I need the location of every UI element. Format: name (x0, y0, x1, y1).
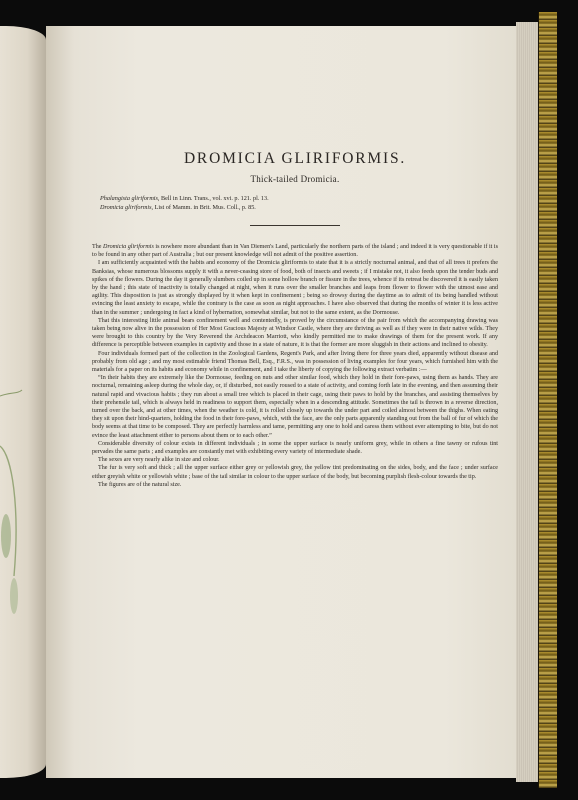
synonymy-references (100, 194, 498, 212)
paragraph: The fur is very soft and thick ; all the upper surface either grey or yellowish grey, the yellow tint predominating on the sides, body, and the face ; under surface either greyish white or yellowish white ; base of the tail similar in colour to the upper surface of the body, but becoming purplish flesh-colour towards the tip. (92, 465, 498, 480)
open-book (0, 12, 556, 788)
paragraph: Considerable diversity of colour exists in different individuals ; in some the upper surface is nearly uniform grey, while in others a fine tawny or rufous tint pervades the same parts ; and examples are constantly met with exhibiting every variety of intermediate shade. (92, 440, 498, 456)
paragraph: That this interesting little animal bears confinement well and contentedly, is proved by the circumstance of the pair from which the accompanying drawing was taken being now alive in the possession of Her Most Gracious Majesty at Windsor Castle, where they are thriving as well as if they were in their native wilds. They were brought to this country by the Very Reverend the Archdeacon Marriott, who kindly permitted me to make drawings of them for the present work. If any difference is perceptible between examples in captivity and those in a state of nature, it is that the former are more sluggish in their actions and inclined to obesity. (92, 317, 498, 349)
botanical-illustration-fragment (0, 356, 30, 656)
species-name: Dromicia gliriformis (103, 244, 154, 250)
paragraph: “In their habits they are extremely like the Dormouse, feeding on nuts and other similar food, which they hold in their fore-paws, using them as hands. They are nocturnal, remaining asleep during the whole day, or, if disturbed, not easily roused to a state of activity, and coming forth late in the evening, and then assuming their natural rapid and vivacious habits ; they run about a small tree which is placed in their cage, using their paws to hold by the branches, and assisting themselves by their prehensile tail, which is always held in readiness to support them, especially when in a descending attitude. Sometimes the tail is thrown in a reverse direction, turned over the back, and at other times, when the weather is cold, it is rolled closely up towards the under part and coiled almost between the thighs. When eating they sit upon their hind-quarters, holding the food in their fore-paws, which, with the face, are the only parts apparently standing out from the ball of fur of which the body seems at that time to be composed. They are perfectly harmless and tame, permitting any one to hold and caress them without ever attempting to bite, but do not evince the least attachment either to persons about them or to each other.” (92, 375, 498, 439)
reference-line: Phalangista gliriformis, Bell in Linn. Trans., vol. xvi. p. 121. pl. 13. (100, 195, 269, 202)
left-page-edge (0, 26, 46, 778)
paragraph: Four individuals formed part of the collection in the Zoological Gardens, Regent's Park, and after living there for three years died, apparently without disease and probably from old age ; and my most estimable friend Thomas Bell, Esq., F.R.S., was in possession of living examples for four years, which furnished him with the materials for a paper on its habits and economy while in confinement, and I take the liberty of copying the following extract verbatim :— (92, 350, 498, 374)
page-content (92, 150, 498, 489)
paragraph: I am sufficiently acquainted with the habits and economy of the Dromicia gliriformis to state that it is a strictly nocturnal animal, and that of all trees it prefers the Banksias, whose numerous blossoms supply it with a never-ceasing store of food, both of insects and sweets ; if I mistake not, it also feeds upon the tender buds and spikes of the flowers. During the day it generally slumbers coiled up in some hollow branch or fissure in the trees, whence if its retreat be discovered it is easily taken by the hand ; this state of inactivity is totally changed at night, when it runs over the smaller branches and leaps from flower to flower with the utmost ease and agility. This disposition is just as strongly displayed by it when kept in confinement ; being so drowsy during the daytime as to admit of its being handled without evincing the least anxiety to escape, while the contrary is the case as soon as night approaches. I have also observed that during the months of winter it is less active than in the summer ; undergoing in fact a kind of hybernation, somewhat similar, but not to the same extent, as the Dormouse. (92, 260, 498, 316)
page-title: DROMICIA GLIRIFORMIS. (183, 150, 407, 167)
divider-rule (250, 225, 340, 226)
page-edges (516, 22, 538, 782)
paragraph: The figures are of the natural size. (98, 481, 182, 488)
gilt-spine-edge (538, 12, 557, 788)
page-subtitle: Thick-tailed Dromicia. (250, 174, 340, 184)
paragraph: The Dromicia gliriformis is nowhere more abundant than in Van Diemen's Land, particularly the northern parts of the island ; and indeed it is very questionable if it is to be found in any other part of Australia ; but our present knowledge will not admit of the positive assertion. (92, 244, 498, 259)
reference-line: Dromicia gliriformis, List of Mamm. in Brit. Mus. Coll., p. 85. (100, 204, 256, 211)
paragraph: The sexes are very nearly alike in size and colour. (98, 457, 220, 464)
body-text (92, 243, 498, 489)
